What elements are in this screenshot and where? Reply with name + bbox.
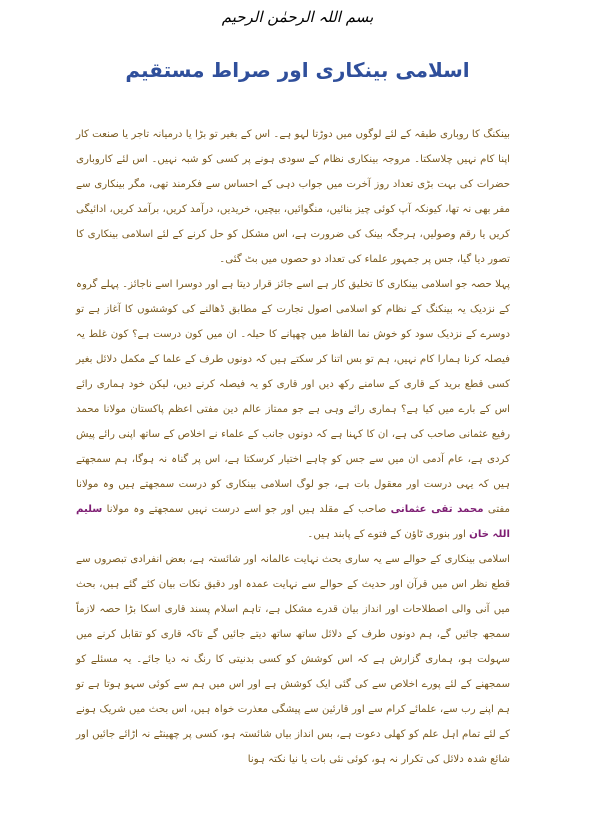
highlighted-name-saleemullah-khan: سلیم اللہ خان xyxy=(76,504,510,540)
paragraph-2-part-1: پہلا حصہ جو اسلامی بینکاری کا تخلیق کار ہے اسے جائز قرار دیتا ہے اور دوسرا اسے ناجائز۔ پہلے گروہ کے نزدیک یہ بینکنگ کے نظام کو اسلامی اصول تجارت کے مطابق ڈھالنے کی کوششوں کا آغاز ہے تو دوسرے کے نزدیک سود کو خوش نما الفاظ میں چھپانے کا حیلہ۔ ان میں کون درست ہے؟ کون غلط یہ فیصلہ کرنا ہمارا کام نہیں، ہم تو بس اتنا کر سکتے ہیں کہ دونوں طرف کے علما کے مکمل دلائل بغیر کسی قطع برید کے قاری کے سامنے رکھ دیں اور قاری کو یہ فیصلہ کرنے دیں، لیکن خود ہماری رائے اس کے بارے میں کیا ہے؟ ہماری رائے وہی ہے جو ممتاز عالم دین مفتی اعظم پاکستان مولانا محمد رفیع عثمانی صاحب کی ہے، ان کا کہنا ہے کہ دونوں جانب کے علماء نے اخلاص کے ساتھ اپنی رائے پیش کردی ہے، عام آدمی ان میں سے جس کو چاہے اختیار کرسکتا ہے، اس پر گناہ نہ ہوگا، ہم سمجھتے ہیں کہ یہی درست اور معقول بات ہے، جو لوگ اسلامی بینکاری کو درست سمجھتے ہیں وہ مولانا مفتی xyxy=(76,279,511,515)
page-title: اسلامی بینکاری اور صراط مستقیم xyxy=(125,58,470,82)
paragraph-1: بینکنگ کا روباری طبقہ کے لئے لوگوں میں دوڑتا لہو ہے۔ اس کے بغیر تو بڑا یا درمیانہ تاجر یا صنعت کار اپنا کام نہیں چلاسکتا۔ مروجہ بینکاری نظام کے سودی ہونے پر کسی کو شبہ نہیں۔ اس لئے کاروباری حضرات کی بہت بڑی تعداد روز آخرت میں جواب دہی کے احساس سے فکرمند تھی، مگر بینکاری سے مفر بھی نہ تھا، کیونکہ آپ کوئی چیز بنائیں، منگوائیں، بیچیں، خریدیں، درآمد کریں، برآمد کریں، ادائیگی کریں یا رقم وصولیں، ہرجگہ بینک کی ضرورت ہے، اس مشکل کو حل کرنے کے لئے اسلامی بینکاری کا تصور دیا گیا، جس پر جمہور علماء کی تعداد دو حصوں میں بٹ گئی۔ xyxy=(76,129,510,265)
paragraph-2-part-2: صاحب کے مقلد ہیں اور جو اسے درست نہیں سمجھتے وہ مولانا xyxy=(106,504,387,515)
paragraph-3: اسلامی بینکاری کے حوالے سے یہ ساری بحث نہایت عالمانہ اور شائستہ ہے، بعض انفرادی تبصروں سے قطع نظر اس میں قرآن اور حدیث کے حوالے سے نہایت عمدہ اور دقیق نکات بیان کئے گئے ہیں، بحث میں آنی والی اصطلاحات اور انداز بیان قدرے مشکل ہے، تاہم اسلام پسند قاری اسکا بڑا حصہ لازماً سمجھ جائیں گے، ہم دونوں طرف کے دلائل ساتھ ساتھ دیتے جائیں گے تاکہ قاری کو تقابل کرنے میں سہولت ہو، ہماری گزارش ہے کہ اس کوشش کو کسی بدنیتی کا رنگ نہ دیا جائے۔ یہ مسئلے کو سمجھنے کے لئے پورے اخلاص سے کی گئی ایک کوشش ہے اور اس میں ہم سے کوئی سہو ہوتا ہے تو ہم اپنے رب سے، علمائے کرام سے اور قارئین سے پیشگی معذرت خواہ ہیں، اس بحث میں شریک ہونے کے لئے تمام اہل علم کو کھلی دعوت ہے، بس انداز بیاں شائستہ ہو، کسی پر چھینٹے نہ اڑائے جائیں اور شائع شدہ دلائل کی تکرار نہ ہو، کوئی نئی بات یا نیا نکتہ ہونا xyxy=(76,554,510,765)
article-body xyxy=(76,122,510,772)
highlighted-name-taqi-usmani: محمد تقی عثمانی xyxy=(390,504,484,515)
paragraph-2-part-3: اور بنوری ٹاؤن کے فتوے کے پابند ہیں۔ xyxy=(307,529,466,540)
bismillah-heading: بسم اللہ الرحمٰن الرحیم xyxy=(221,8,374,26)
paragraph-2 xyxy=(76,272,510,547)
